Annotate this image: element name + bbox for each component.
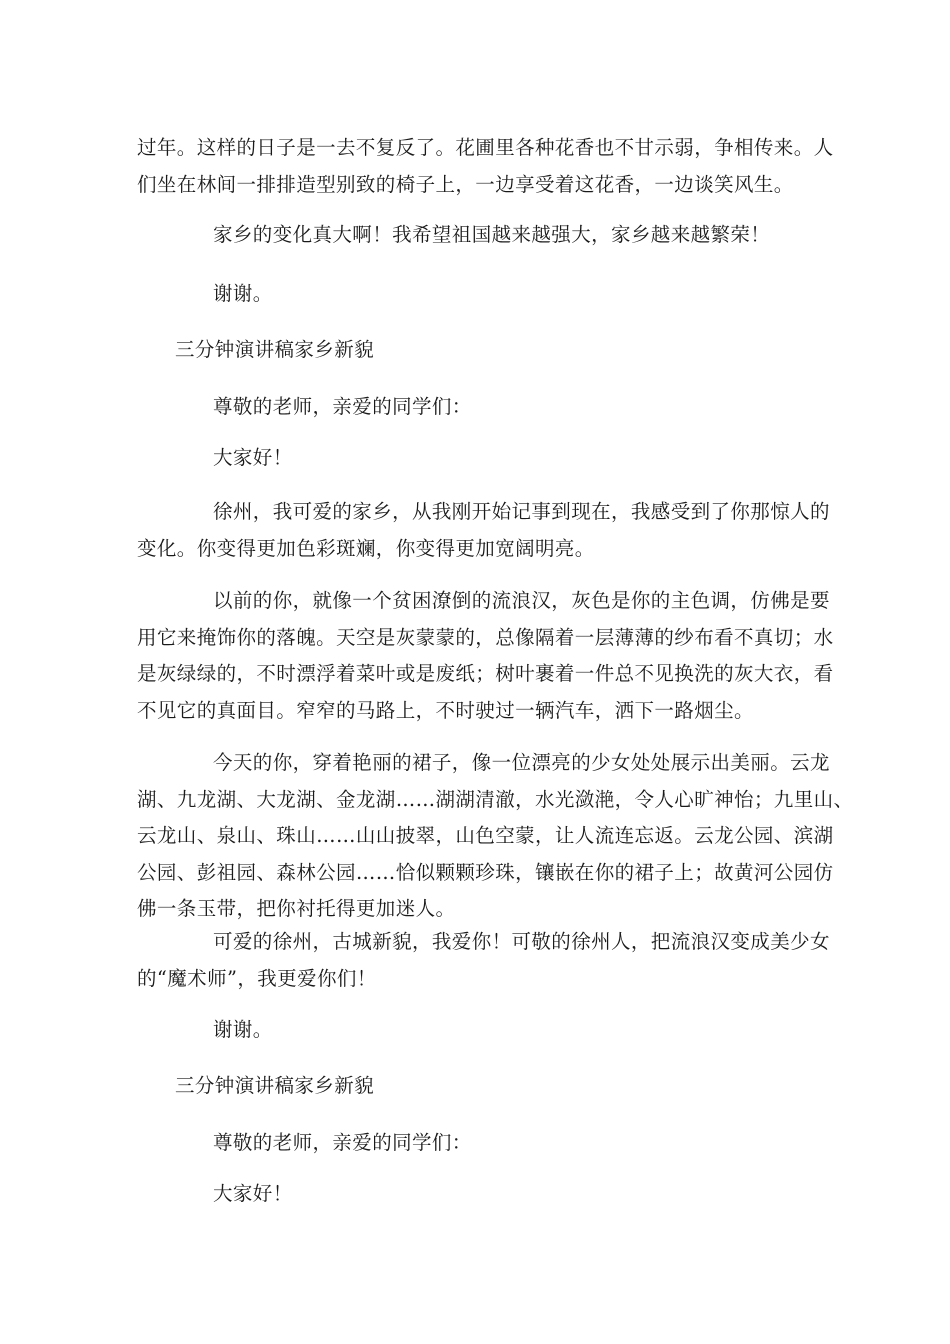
text-line: 不见它的真面目。窄窄的马路上，不时驶过一辆汽车，洒下一路烟尘。 <box>137 698 754 722</box>
text-line: 可爱的徐州，古城新貌，我爱你！可敬的徐州人，把流浪汉变成美少女 <box>213 930 830 953</box>
text-line: 云龙山、泉山、珠山……山山披翠，山色空蒙，让人流连忘返。云龙公园、滨湖 <box>137 824 834 847</box>
paragraph-love <box>137 924 830 997</box>
text-line: 的“魔术师”，我更爱你们！ <box>137 966 377 990</box>
paragraph-thanks <box>137 1012 811 1049</box>
text-line: 以前的你，就像一个贫困潦倒的流浪汉，灰色是你的主色调，仿佛是要 <box>213 589 830 612</box>
text-line: 今天的你，穿着艳丽的裙子，像一位漂亮的少女处处展示出美丽。云龙 <box>213 751 830 774</box>
text-line: 谢谢。 <box>213 282 273 305</box>
text-line: 徐州，我可爱的家乡，从我刚开始记事到现在，我感受到了你那惊人的 <box>213 500 830 523</box>
text-line: 湖、九龙湖、大龙湖、金龙湖……湖湖清澈，水光潋滟，令人心旷神怡；九里山、 <box>137 787 854 811</box>
paragraph-hello <box>137 1176 811 1213</box>
paragraph-hello <box>137 440 811 477</box>
paragraph-greeting <box>137 389 811 426</box>
text-line: 尊敬的老师，亲爱的同学们： <box>213 1131 472 1154</box>
paragraph-past <box>137 583 834 729</box>
text-line: 是灰绿绿的，不时漂浮着菜叶或是废纸；树叶裹着一件总不见换洗的灰大衣，看 <box>137 662 834 685</box>
text-line: 公园、彭祖园、森林公园……恰似颗颗珍珠，镶嵌在你的裙子上；故黄河公园仿 <box>137 860 834 884</box>
text-line: 用它来掩饰你的落魄。天空是灰蒙蒙的，总像隔着一层薄薄的纱布看不真切；水 <box>137 625 834 649</box>
paragraph-greeting <box>137 1125 811 1162</box>
text-line: 变化。你变得更加色彩斑斓，你变得更加宽阔明亮。 <box>137 536 595 560</box>
speech-title: 三分钟演讲稿家乡新貌 <box>175 338 375 361</box>
text-line: 尊敬的老师，亲爱的同学们： <box>213 395 472 418</box>
paragraph-continuation <box>137 130 834 203</box>
text-line: 大家好！ <box>213 446 293 469</box>
paragraph-hope <box>137 217 811 254</box>
text-line: 佛一条玉带，把你衬托得更加迷人。 <box>137 897 456 920</box>
text-line: 大家好！ <box>213 1182 293 1205</box>
text-line: 家乡的变化真大啊！我希望祖国越来越强大，家乡越来越繁荣！ <box>213 223 771 246</box>
text-line: 过年。这样的日子是一去不复反了。花圃里各种花香也不甘示弱，争相传来。人 <box>137 136 834 159</box>
text-line: 们坐在林间一排排造型别致的椅子上，一边享受着这花香，一边谈笑风生。 <box>137 172 794 196</box>
speech-title: 三分钟演讲稿家乡新貌 <box>175 1074 375 1097</box>
paragraph-xuzhou <box>137 494 830 567</box>
paragraph-today <box>137 745 854 928</box>
paragraph-thanks <box>137 276 811 313</box>
text-line: 谢谢。 <box>213 1018 273 1041</box>
